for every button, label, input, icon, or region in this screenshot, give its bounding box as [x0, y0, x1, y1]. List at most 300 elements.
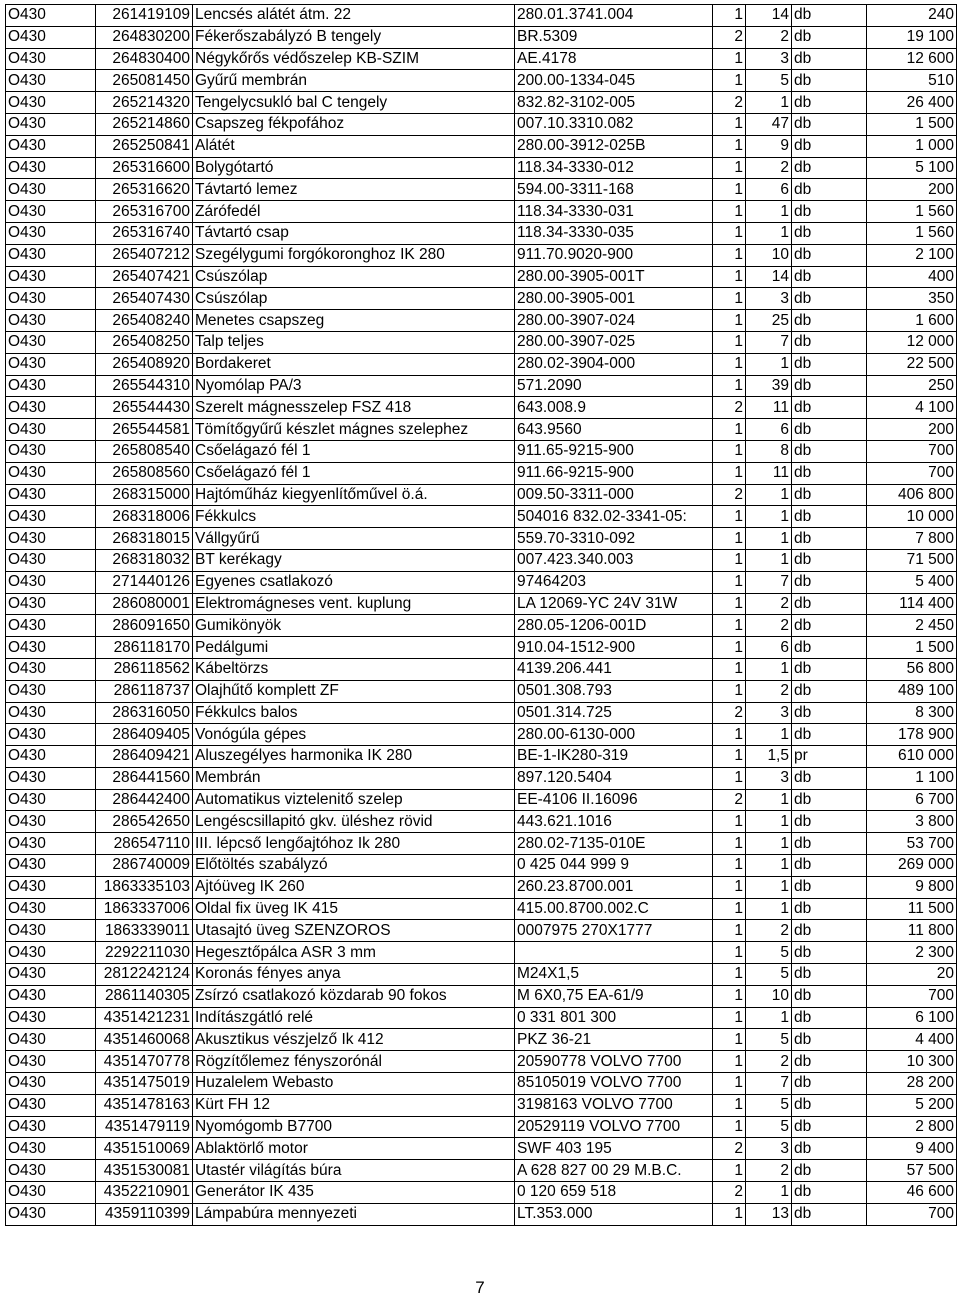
reference-number-cell: 0 120 659 518	[515, 1182, 713, 1204]
part-name-cell: Menetes csapszeg	[193, 310, 515, 332]
part-name-cell: Elektromágneses vent. kuplung	[193, 593, 515, 615]
reference-number-cell: EE-4106 II.16096	[515, 789, 713, 811]
part-code-cell: 265544430	[96, 397, 193, 419]
unit-cell: db	[792, 135, 867, 157]
part-code-cell: 286118562	[96, 658, 193, 680]
reference-number-cell: 911.65-9215-900	[515, 440, 713, 462]
part-name-cell: Vonógúla gépes	[193, 724, 515, 746]
category-cell: 1	[713, 222, 746, 244]
category-cell: 1	[713, 331, 746, 353]
quantity-cell: 14	[746, 266, 792, 288]
table-row	[6, 244, 957, 266]
part-name-cell: Gumikönyök	[193, 615, 515, 637]
part-name-cell: Tömítőgyűrű készlet mágnes szelephez	[193, 419, 515, 441]
part-name-cell: Csúszólap	[193, 266, 515, 288]
part-code-cell: 265316600	[96, 157, 193, 179]
reference-number-cell: 280.05-1206-001D	[515, 615, 713, 637]
unit-cell: db	[792, 1029, 867, 1051]
plant-code-cell: O430	[6, 942, 96, 964]
part-code-cell: 286740009	[96, 855, 193, 877]
table-row	[6, 353, 957, 375]
plant-code-cell: O430	[6, 5, 96, 27]
value-cell: 3 800	[867, 811, 957, 833]
part-code-cell: 265408250	[96, 331, 193, 353]
plant-code-cell: O430	[6, 1116, 96, 1138]
reference-number-cell: 200.00-1334-045	[515, 70, 713, 92]
part-name-cell: Nyomólap PA/3	[193, 375, 515, 397]
reference-number-cell: 118.34-3330-035	[515, 222, 713, 244]
quantity-cell: 47	[746, 113, 792, 135]
part-name-cell: Gyűrű membrán	[193, 70, 515, 92]
plant-code-cell: O430	[6, 658, 96, 680]
plant-code-cell: O430	[6, 201, 96, 223]
value-cell: 250	[867, 375, 957, 397]
part-name-cell: Lencsés alátét átm. 22	[193, 5, 515, 27]
quantity-cell: 1	[746, 1007, 792, 1029]
part-code-cell: 286441560	[96, 767, 193, 789]
category-cell: 1	[713, 1094, 746, 1116]
quantity-cell: 3	[746, 48, 792, 70]
category-cell: 1	[713, 767, 746, 789]
plant-code-cell: O430	[6, 440, 96, 462]
unit-cell: db	[792, 157, 867, 179]
table-row	[6, 1094, 957, 1116]
part-code-cell: 4351510069	[96, 1138, 193, 1160]
quantity-cell: 2	[746, 157, 792, 179]
part-name-cell: Hegesztőpálca ASR 3 mm	[193, 942, 515, 964]
quantity-cell: 7	[746, 331, 792, 353]
plant-code-cell: O430	[6, 26, 96, 48]
unit-cell: db	[792, 964, 867, 986]
quantity-cell: 1	[746, 789, 792, 811]
value-cell: 1 600	[867, 310, 957, 332]
table-row	[6, 898, 957, 920]
category-cell: 2	[713, 1182, 746, 1204]
unit-cell: db	[792, 615, 867, 637]
part-code-cell: 4351478163	[96, 1094, 193, 1116]
value-cell: 1 100	[867, 767, 957, 789]
category-cell: 1	[713, 1073, 746, 1095]
value-cell: 19 100	[867, 26, 957, 48]
table-row	[6, 615, 957, 637]
part-name-cell: Rögzítőlemez fényszorónál	[193, 1051, 515, 1073]
part-name-cell: Membrán	[193, 767, 515, 789]
unit-cell: db	[792, 179, 867, 201]
table-row	[6, 1138, 957, 1160]
quantity-cell: 5	[746, 964, 792, 986]
table-row	[6, 266, 957, 288]
category-cell: 1	[713, 419, 746, 441]
plant-code-cell: O430	[6, 855, 96, 877]
unit-cell: db	[792, 1073, 867, 1095]
category-cell: 1	[713, 244, 746, 266]
category-cell: 1	[713, 1116, 746, 1138]
value-cell: 1 560	[867, 222, 957, 244]
part-code-cell: 265408240	[96, 310, 193, 332]
unit-cell: db	[792, 876, 867, 898]
part-code-cell: 4352210901	[96, 1182, 193, 1204]
reference-number-cell: 911.66-9215-900	[515, 462, 713, 484]
part-code-cell: 4359110399	[96, 1203, 193, 1225]
quantity-cell: 1,5	[746, 746, 792, 768]
part-code-cell: 286542650	[96, 811, 193, 833]
reference-number-cell: 280.00-3905-001T	[515, 266, 713, 288]
quantity-cell: 1	[746, 484, 792, 506]
quantity-cell: 7	[746, 1073, 792, 1095]
part-code-cell: 265316620	[96, 179, 193, 201]
part-name-cell: Bordakeret	[193, 353, 515, 375]
unit-cell: db	[792, 1116, 867, 1138]
part-code-cell: 286080001	[96, 593, 193, 615]
category-cell: 1	[713, 615, 746, 637]
plant-code-cell: O430	[6, 266, 96, 288]
category-cell: 2	[713, 702, 746, 724]
quantity-cell: 5	[746, 1094, 792, 1116]
category-cell: 1	[713, 1051, 746, 1073]
plant-code-cell: O430	[6, 92, 96, 114]
quantity-cell: 11	[746, 462, 792, 484]
plant-code-cell: O430	[6, 375, 96, 397]
value-cell: 2 800	[867, 1116, 957, 1138]
value-cell: 700	[867, 440, 957, 462]
value-cell: 610 000	[867, 746, 957, 768]
category-cell: 1	[713, 833, 746, 855]
page-number: 7	[475, 1278, 485, 1297]
table-row	[6, 658, 957, 680]
table-row	[6, 767, 957, 789]
quantity-cell: 5	[746, 942, 792, 964]
quantity-cell: 2	[746, 1160, 792, 1182]
plant-code-cell: O430	[6, 157, 96, 179]
value-cell: 700	[867, 985, 957, 1007]
part-name-cell: Csapszeg fékpofához	[193, 113, 515, 135]
table-row	[6, 746, 957, 768]
part-name-cell: Utasajtó üveg SZENZOROS	[193, 920, 515, 942]
unit-cell: db	[792, 419, 867, 441]
category-cell: 1	[713, 179, 746, 201]
category-cell: 1	[713, 920, 746, 942]
category-cell: 1	[713, 637, 746, 659]
unit-cell: db	[792, 549, 867, 571]
part-name-cell: Generátor IK 435	[193, 1182, 515, 1204]
value-cell: 5 100	[867, 157, 957, 179]
table-row	[6, 549, 957, 571]
table-row	[6, 724, 957, 746]
unit-cell: db	[792, 724, 867, 746]
category-cell: 1	[713, 5, 746, 27]
part-code-cell: 268315000	[96, 484, 193, 506]
unit-cell: db	[792, 985, 867, 1007]
table-row	[6, 484, 957, 506]
part-name-cell: III. lépcső lengőajtóhoz Ik 280	[193, 833, 515, 855]
plant-code-cell: O430	[6, 179, 96, 201]
reference-number-cell: 910.04-1512-900	[515, 637, 713, 659]
quantity-cell: 5	[746, 70, 792, 92]
plant-code-cell: O430	[6, 135, 96, 157]
part-name-cell: Kürt FH 12	[193, 1094, 515, 1116]
plant-code-cell: O430	[6, 615, 96, 637]
part-code-cell: 286442400	[96, 789, 193, 811]
value-cell: 489 100	[867, 680, 957, 702]
quantity-cell: 1	[746, 1182, 792, 1204]
value-cell: 22 500	[867, 353, 957, 375]
reference-number-cell: A 628 827 00 29 M.B.C.	[515, 1160, 713, 1182]
value-cell: 11 800	[867, 920, 957, 942]
table-row	[6, 222, 957, 244]
plant-code-cell: O430	[6, 1007, 96, 1029]
part-name-cell: Akusztikus vészjelző Ik 412	[193, 1029, 515, 1051]
category-cell: 2	[713, 26, 746, 48]
part-name-cell: Olajhűtő komplett ZF	[193, 680, 515, 702]
part-name-cell: Lengéscsillapitó gkv. üléshez rövid	[193, 811, 515, 833]
quantity-cell: 13	[746, 1203, 792, 1225]
reference-number-cell: 0 425 044 999 9	[515, 855, 713, 877]
quantity-cell: 2	[746, 615, 792, 637]
quantity-cell: 1	[746, 528, 792, 550]
table-row	[6, 833, 957, 855]
reference-number-cell: 559.70-3310-092	[515, 528, 713, 550]
category-cell: 1	[713, 266, 746, 288]
part-code-cell: 4351530081	[96, 1160, 193, 1182]
table-row	[6, 331, 957, 353]
table-row	[6, 680, 957, 702]
plant-code-cell: O430	[6, 353, 96, 375]
quantity-cell: 2	[746, 26, 792, 48]
part-name-cell: Zárófedél	[193, 201, 515, 223]
value-cell: 200	[867, 179, 957, 201]
unit-cell: db	[792, 397, 867, 419]
category-cell: 2	[713, 397, 746, 419]
unit-cell: db	[792, 92, 867, 114]
part-code-cell: 265407212	[96, 244, 193, 266]
category-cell: 1	[713, 462, 746, 484]
part-name-cell: Pedálgumi	[193, 637, 515, 659]
category-cell: 1	[713, 658, 746, 680]
part-name-cell: Talp teljes	[193, 331, 515, 353]
table-row	[6, 789, 957, 811]
value-cell: 1 500	[867, 113, 957, 135]
value-cell: 6 100	[867, 1007, 957, 1029]
category-cell: 1	[713, 942, 746, 964]
category-cell: 1	[713, 506, 746, 528]
table-row	[6, 637, 957, 659]
table-row	[6, 440, 957, 462]
quantity-cell: 6	[746, 637, 792, 659]
quantity-cell: 2	[746, 680, 792, 702]
inventory-body	[6, 5, 957, 1226]
value-cell: 1 000	[867, 135, 957, 157]
part-code-cell: 286118737	[96, 680, 193, 702]
quantity-cell: 1	[746, 876, 792, 898]
unit-cell: db	[792, 5, 867, 27]
table-row	[6, 506, 957, 528]
category-cell: 1	[713, 876, 746, 898]
unit-cell: db	[792, 702, 867, 724]
plant-code-cell: O430	[6, 1160, 96, 1182]
value-cell: 700	[867, 462, 957, 484]
table-row	[6, 1007, 957, 1029]
table-row	[6, 26, 957, 48]
reference-number-cell: 280.00-3912-025B	[515, 135, 713, 157]
value-cell: 269 000	[867, 855, 957, 877]
quantity-cell: 1	[746, 855, 792, 877]
unit-cell: db	[792, 310, 867, 332]
quantity-cell: 3	[746, 288, 792, 310]
reference-number-cell: 280.00-3907-025	[515, 331, 713, 353]
table-row	[6, 942, 957, 964]
plant-code-cell: O430	[6, 462, 96, 484]
value-cell: 200	[867, 419, 957, 441]
part-code-cell: 1863339011	[96, 920, 193, 942]
part-code-cell: 4351460068	[96, 1029, 193, 1051]
table-row	[6, 201, 957, 223]
unit-cell: db	[792, 375, 867, 397]
part-name-cell: Ajtóüveg IK 260	[193, 876, 515, 898]
part-code-cell: 265214860	[96, 113, 193, 135]
part-name-cell: Nyomógomb B7700	[193, 1116, 515, 1138]
plant-code-cell: O430	[6, 310, 96, 332]
reference-number-cell: 009.50-3311-000	[515, 484, 713, 506]
value-cell: 53 700	[867, 833, 957, 855]
part-name-cell: Előtöltés szabályzó	[193, 855, 515, 877]
part-code-cell: 268318032	[96, 549, 193, 571]
unit-cell: db	[792, 833, 867, 855]
category-cell: 1	[713, 811, 746, 833]
unit-cell: db	[792, 331, 867, 353]
unit-cell: db	[792, 26, 867, 48]
part-name-cell: Vállgyűrű	[193, 528, 515, 550]
plant-code-cell: O430	[6, 593, 96, 615]
quantity-cell: 5	[746, 1116, 792, 1138]
unit-cell: db	[792, 680, 867, 702]
unit-cell: db	[792, 1094, 867, 1116]
unit-cell: db	[792, 506, 867, 528]
quantity-cell: 8	[746, 440, 792, 462]
reference-number-cell: 897.120.5404	[515, 767, 713, 789]
part-code-cell: 4351470778	[96, 1051, 193, 1073]
reference-number-cell: 20529119 VOLVO 7700	[515, 1116, 713, 1138]
unit-cell: db	[792, 113, 867, 135]
part-code-cell: 2861140305	[96, 985, 193, 1007]
reference-number-cell: 643.008.9	[515, 397, 713, 419]
value-cell: 350	[867, 288, 957, 310]
unit-cell: db	[792, 637, 867, 659]
unit-cell: db	[792, 440, 867, 462]
value-cell: 56 800	[867, 658, 957, 680]
quantity-cell: 10	[746, 244, 792, 266]
table-row	[6, 920, 957, 942]
quantity-cell: 3	[746, 1138, 792, 1160]
value-cell: 9 800	[867, 876, 957, 898]
reference-number-cell: 20590778 VOLVO 7700	[515, 1051, 713, 1073]
reference-number-cell: 832.82-3102-005	[515, 92, 713, 114]
category-cell: 1	[713, 1029, 746, 1051]
value-cell: 406 800	[867, 484, 957, 506]
quantity-cell: 2	[746, 920, 792, 942]
inventory-table	[5, 4, 957, 1226]
unit-cell: db	[792, 222, 867, 244]
part-name-cell: Tengelycsukló bal C tengely	[193, 92, 515, 114]
reference-number-cell: SWF 403 195	[515, 1138, 713, 1160]
table-row	[6, 288, 957, 310]
part-name-cell: BT kerékagy	[193, 549, 515, 571]
category-cell: 1	[713, 593, 746, 615]
value-cell: 4 100	[867, 397, 957, 419]
part-code-cell: 265408920	[96, 353, 193, 375]
table-row	[6, 571, 957, 593]
category-cell: 1	[713, 70, 746, 92]
unit-cell: db	[792, 353, 867, 375]
quantity-cell: 6	[746, 419, 792, 441]
value-cell: 2 450	[867, 615, 957, 637]
table-row	[6, 1203, 957, 1225]
quantity-cell: 10	[746, 985, 792, 1007]
table-row	[6, 985, 957, 1007]
value-cell: 114 400	[867, 593, 957, 615]
plant-code-cell: O430	[6, 898, 96, 920]
unit-cell: db	[792, 70, 867, 92]
unit-cell: db	[792, 528, 867, 550]
table-row	[6, 1182, 957, 1204]
category-cell: 1	[713, 724, 746, 746]
table-row	[6, 48, 957, 70]
quantity-cell: 25	[746, 310, 792, 332]
plant-code-cell: O430	[6, 767, 96, 789]
unit-cell: db	[792, 1160, 867, 1182]
unit-cell: db	[792, 288, 867, 310]
table-row	[6, 593, 957, 615]
value-cell: 10 000	[867, 506, 957, 528]
unit-cell: db	[792, 898, 867, 920]
table-row	[6, 811, 957, 833]
plant-code-cell: O430	[6, 746, 96, 768]
part-code-cell: 1863337006	[96, 898, 193, 920]
quantity-cell: 1	[746, 811, 792, 833]
part-code-cell: 265808560	[96, 462, 193, 484]
part-code-cell: 265316700	[96, 201, 193, 223]
table-row	[6, 876, 957, 898]
quantity-cell: 1	[746, 658, 792, 680]
reference-number-cell: LT.353.000	[515, 1203, 713, 1225]
category-cell: 1	[713, 855, 746, 877]
quantity-cell: 39	[746, 375, 792, 397]
table-row	[6, 964, 957, 986]
plant-code-cell: O430	[6, 288, 96, 310]
plant-code-cell: O430	[6, 506, 96, 528]
value-cell: 700	[867, 1203, 957, 1225]
quantity-cell: 6	[746, 179, 792, 201]
table-row	[6, 702, 957, 724]
part-name-cell: Egyenes csatlakozó	[193, 571, 515, 593]
plant-code-cell: O430	[6, 113, 96, 135]
value-cell: 26 400	[867, 92, 957, 114]
value-cell: 12 600	[867, 48, 957, 70]
part-name-cell: Fékerőszabályzó B tengely	[193, 26, 515, 48]
value-cell: 5 400	[867, 571, 957, 593]
value-cell: 7 800	[867, 528, 957, 550]
table-row	[6, 1116, 957, 1138]
category-cell: 1	[713, 571, 746, 593]
quantity-cell: 1	[746, 898, 792, 920]
category-cell: 1	[713, 680, 746, 702]
reference-number-cell: AE.4178	[515, 48, 713, 70]
plant-code-cell: O430	[6, 1073, 96, 1095]
reference-number-cell: M24X1,5	[515, 964, 713, 986]
reference-number-cell: 0501.308.793	[515, 680, 713, 702]
value-cell: 510	[867, 70, 957, 92]
unit-cell: db	[792, 658, 867, 680]
value-cell: 10 300	[867, 1051, 957, 1073]
